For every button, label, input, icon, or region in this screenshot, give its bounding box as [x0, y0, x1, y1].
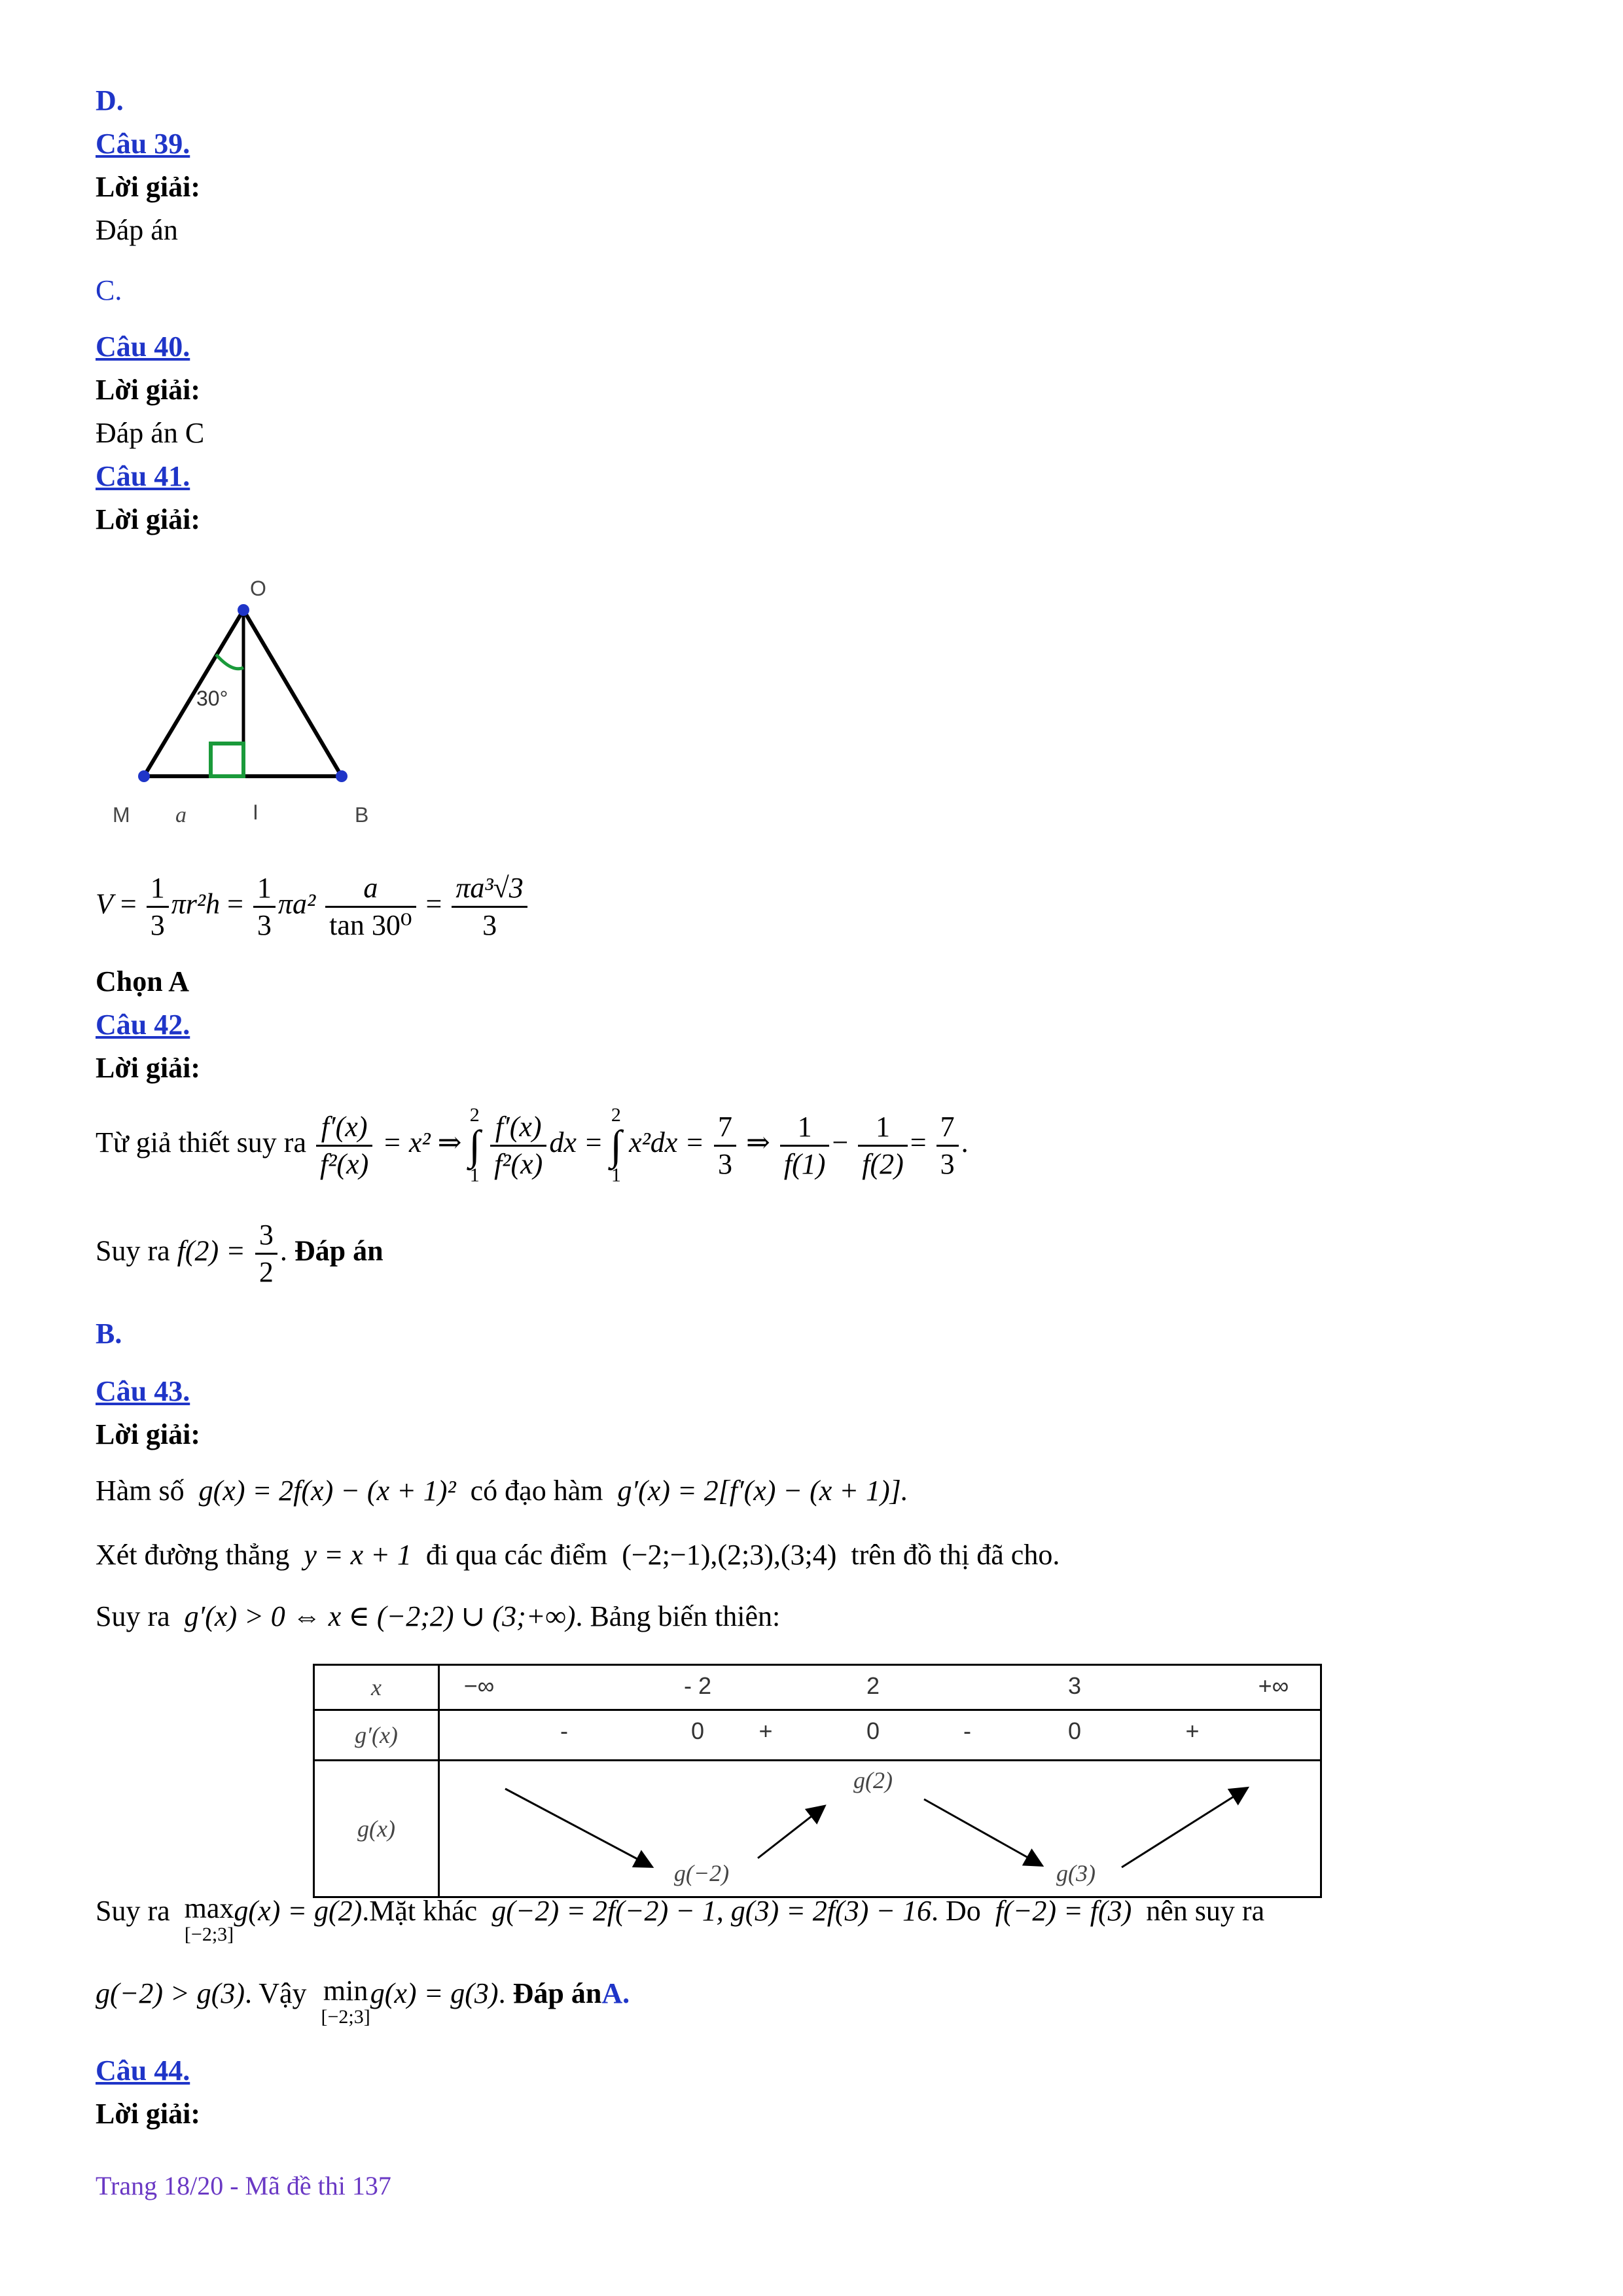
x-value: 2: [866, 1672, 880, 1699]
row-label-x: x: [314, 1665, 439, 1710]
variation-table: [313, 1664, 1322, 1898]
increase-arrow: [1122, 1789, 1246, 1867]
solution-label: Lời giải:: [96, 2098, 201, 2130]
solution-label: Lời giải:: [96, 503, 201, 535]
solution-label: Lời giải:: [96, 171, 201, 203]
solution-label: Lời giải:: [96, 374, 201, 406]
decrease-arrow: [924, 1799, 1041, 1865]
solution-label: Lời giải:: [96, 1052, 201, 1084]
choice-text: Chọn A: [96, 965, 190, 997]
row-label-derivative: g′(x): [314, 1710, 439, 1761]
question-41-link[interactable]: Câu 41.: [96, 460, 190, 492]
label-a: a: [175, 803, 187, 827]
question-39-link[interactable]: Câu 39.: [96, 128, 190, 160]
question-40-link[interactable]: Câu 40.: [96, 331, 190, 363]
x-value: +∞: [1258, 1672, 1289, 1699]
answer-letter-q38: D.: [96, 84, 124, 117]
point-b: [336, 770, 348, 782]
answer-letter: C.: [96, 274, 122, 306]
question-42-link[interactable]: Câu 42.: [96, 1009, 190, 1041]
x-value: −∞: [463, 1672, 495, 1699]
sign-value: 0: [866, 1717, 880, 1744]
derivative-line: Hàm số g(x) = 2f(x) − (x + 1)² có đạo hàm g′(x) = 2[f′(x) − (x + 1)].: [96, 1475, 908, 1507]
x-value: 3: [1067, 1672, 1082, 1699]
result-line: Suy ra f(2) = $\frac{3}{2}$ . Đáp án: [96, 1219, 383, 1288]
max-line: Suy ra max [−2;3] g(x) = g(2).Mặt khác g(−2) = 2f(−2) − 1, g(3) = 2f(3) − 16. Do f(−2) = f(3) nên suy ra: [96, 1892, 1265, 1945]
label-angle: 30°: [196, 687, 228, 710]
line-intersection: Xét đường thẳng y = x + 1 đi qua các điểm (−2;−1),(2;3),(3;4) trên đồ thị đã cho.: [96, 1539, 1060, 1571]
angle-arc: [216, 655, 243, 669]
answer-text: Đáp án: [96, 214, 178, 246]
cone-cross-section-figure: [98, 563, 399, 838]
solution-label: Lời giải:: [96, 1418, 201, 1450]
right-angle-mark: [211, 744, 243, 776]
increase-arrow: [758, 1807, 823, 1858]
label-b: B: [355, 803, 369, 827]
g-value-min1: g(−2): [673, 1860, 730, 1886]
sign-value: +: [758, 1717, 773, 1744]
answer-letter: B.: [96, 1318, 122, 1350]
sign-value: 0: [1067, 1717, 1082, 1744]
g-value-max: g(2): [853, 1767, 893, 1793]
point-m: [138, 770, 150, 782]
row-label-g: g(x): [314, 1761, 439, 1897]
volume-formula: V = $\frac{1}{3}$ πr²h = $\frac{1}{3}$ πa² $\frac{a}{\text{tan 30⁰}}$ = $\frac{\text{πa³√3}}{3}$: [96, 870, 530, 943]
sign-value: 0: [690, 1717, 705, 1744]
min-line: g(−2) > g(3). Vậy min [−2;3] g(x) = g(3). Đáp ánA.: [96, 1975, 630, 2028]
x-value: - 2: [683, 1672, 712, 1699]
decrease-arrow: [505, 1789, 651, 1866]
sign-condition: Suy ra g′(x) > 0 ⇔ x ∈ (−2;2) ∪ (3;+∞). Bảng biến thiên:: [96, 1600, 781, 1632]
label-o: O: [250, 577, 266, 600]
question-43-link[interactable]: Câu 43.: [96, 1375, 190, 1407]
question-44-link[interactable]: Câu 44.: [96, 2054, 190, 2087]
label-m: M: [113, 803, 130, 827]
integral-derivation: Từ giả thiết suy ra $\frac{f'(x)}{\text{f²(x)}}$ = x² ⇒ 2 ∫ 1 $\frac{f'(x)}{\text{f²(x)}}$ dx = 2 ∫ 1 x²dx = $\frac{7}{3}$ ⇒ $\frac{1}{f(1)}$ − $\frac{1}{f(2)}$ = $\frac{7}{3}$ .: [96, 1104, 969, 1186]
answer-text: Đáp án C: [96, 417, 205, 449]
point-o: [238, 604, 249, 616]
sign-value: -: [560, 1717, 568, 1744]
sign-value: +: [1185, 1717, 1200, 1744]
label-i: I: [253, 800, 259, 824]
page-footer: Trang 18/20 - Mã đề thi 137: [96, 2171, 391, 2200]
sign-value: -: [963, 1717, 971, 1744]
g-value-min2: g(3): [1056, 1860, 1096, 1886]
